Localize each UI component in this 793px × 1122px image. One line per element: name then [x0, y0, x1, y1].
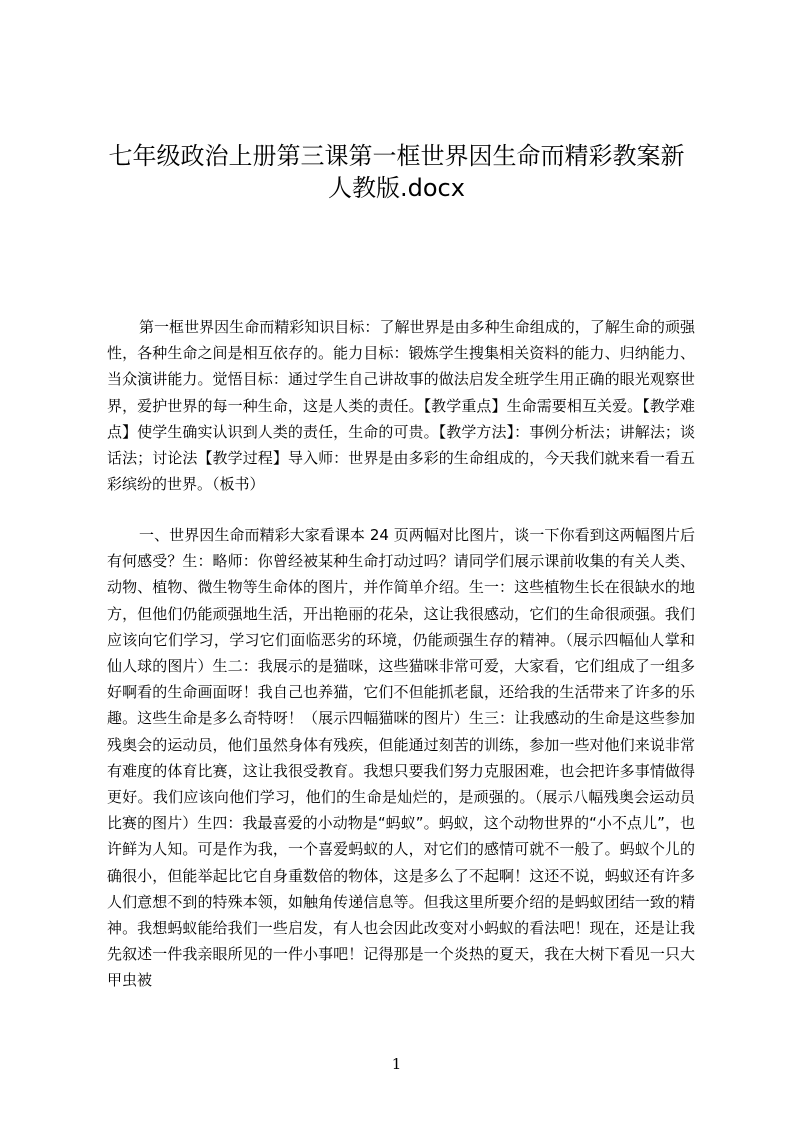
paragraph-lesson-part-one: 一、世界因生命而精彩大家看课本 24 页两幅对比图片，谈一下你看到这两幅图片后有何感受？生：略师：你曾经被某种生命打动过吗？请同学们展示课前收集的有关人类、动物、植物、微生物等生命体的图片，并作简单介绍。生一：这些植物生长在很缺水的地方，但他们仍能顽强地生活，开出艳丽的花朵，这让我很感动，它们的生命很顽强。我们应该向它们学习，学习它们面临恶劣的环境，仍能顽强生存的精神。（展示四幅仙人掌和仙人球的图片）生二：我展示的是猫咪，这些猫咪非常可爱，大家看，它们组成了一组多好啊看的生命画面呀！我自己也养猫，它们不但能抓老鼠，还给我的生活带来了许多的乐趣。这些生命是多么奇特呀！（展示四幅猫咪的图片）生三：让我感动的生命是这些参加残奥会的运动员，他们虽然身体有残疾，但能通过刻苦的训练，参加一些对他们来说非常有难度的体育比赛，这让我很受教育。我想只要我们努力克服困难，也会把许多事情做得更好。我们应该向他们学习，他们的生命是灿烂的，是顽强的。（展示八幅残奥会运动员比赛的图片）生四：我最喜爱的小动物是“蚂蚁”。蚂蚁，这个动物世界的“小不点儿”，也许鲜为人知。可是作为我，一个喜爱蚂蚁的人，对它们的感情可就不一般了。蚂蚁个儿的确很小，但能举起比它自身重数倍的物体，这是多么了不起啊！这还不说，蚂蚁还有许多人们意想不到的特殊本领，如触角传递信息等。但我这里所要介绍的是蚂蚁团结一致的精神。我想蚂蚁能给我们一些启发，有人也会因此改变对小蚂蚁的看法吧！现在，还是让我先叙述一件我亲眼所见的一件小事吧！记得那是一个炎热的夏天，我在大树下看见一只大甲虫被 — [107, 526, 695, 990]
paragraph-objectives: 第一框世界因生命而精彩知识目标：了解世界是由多种生命组成的，了解生命的顽强性，各种生命之间是相互依存的。能力目标：锻炼学生搜集相关资料的能力、归纳能力、当众演讲能力。觉悟目标：通过学生自己讲故事的做法启发全班学生用正确的眼光观察世界，爱护世界的每一种生命，这是人类的责任。【教学重点】生命需要相互关爱。【教学难点】使学生确实认识到人类的责任，生命的可贵。【教学方法】：事例分析法；讲解法；谈话法；讨论法【教学过程】导入师：世界是由多彩的生命组成的，今天我们就来看一看五彩缤纷的世界。（板书） — [107, 318, 695, 494]
page-number: 1 — [391, 1055, 402, 1073]
document-title: 七年级政治上册第三课第一框世界因生命而精彩教案新人教版.docx — [108, 142, 685, 202]
